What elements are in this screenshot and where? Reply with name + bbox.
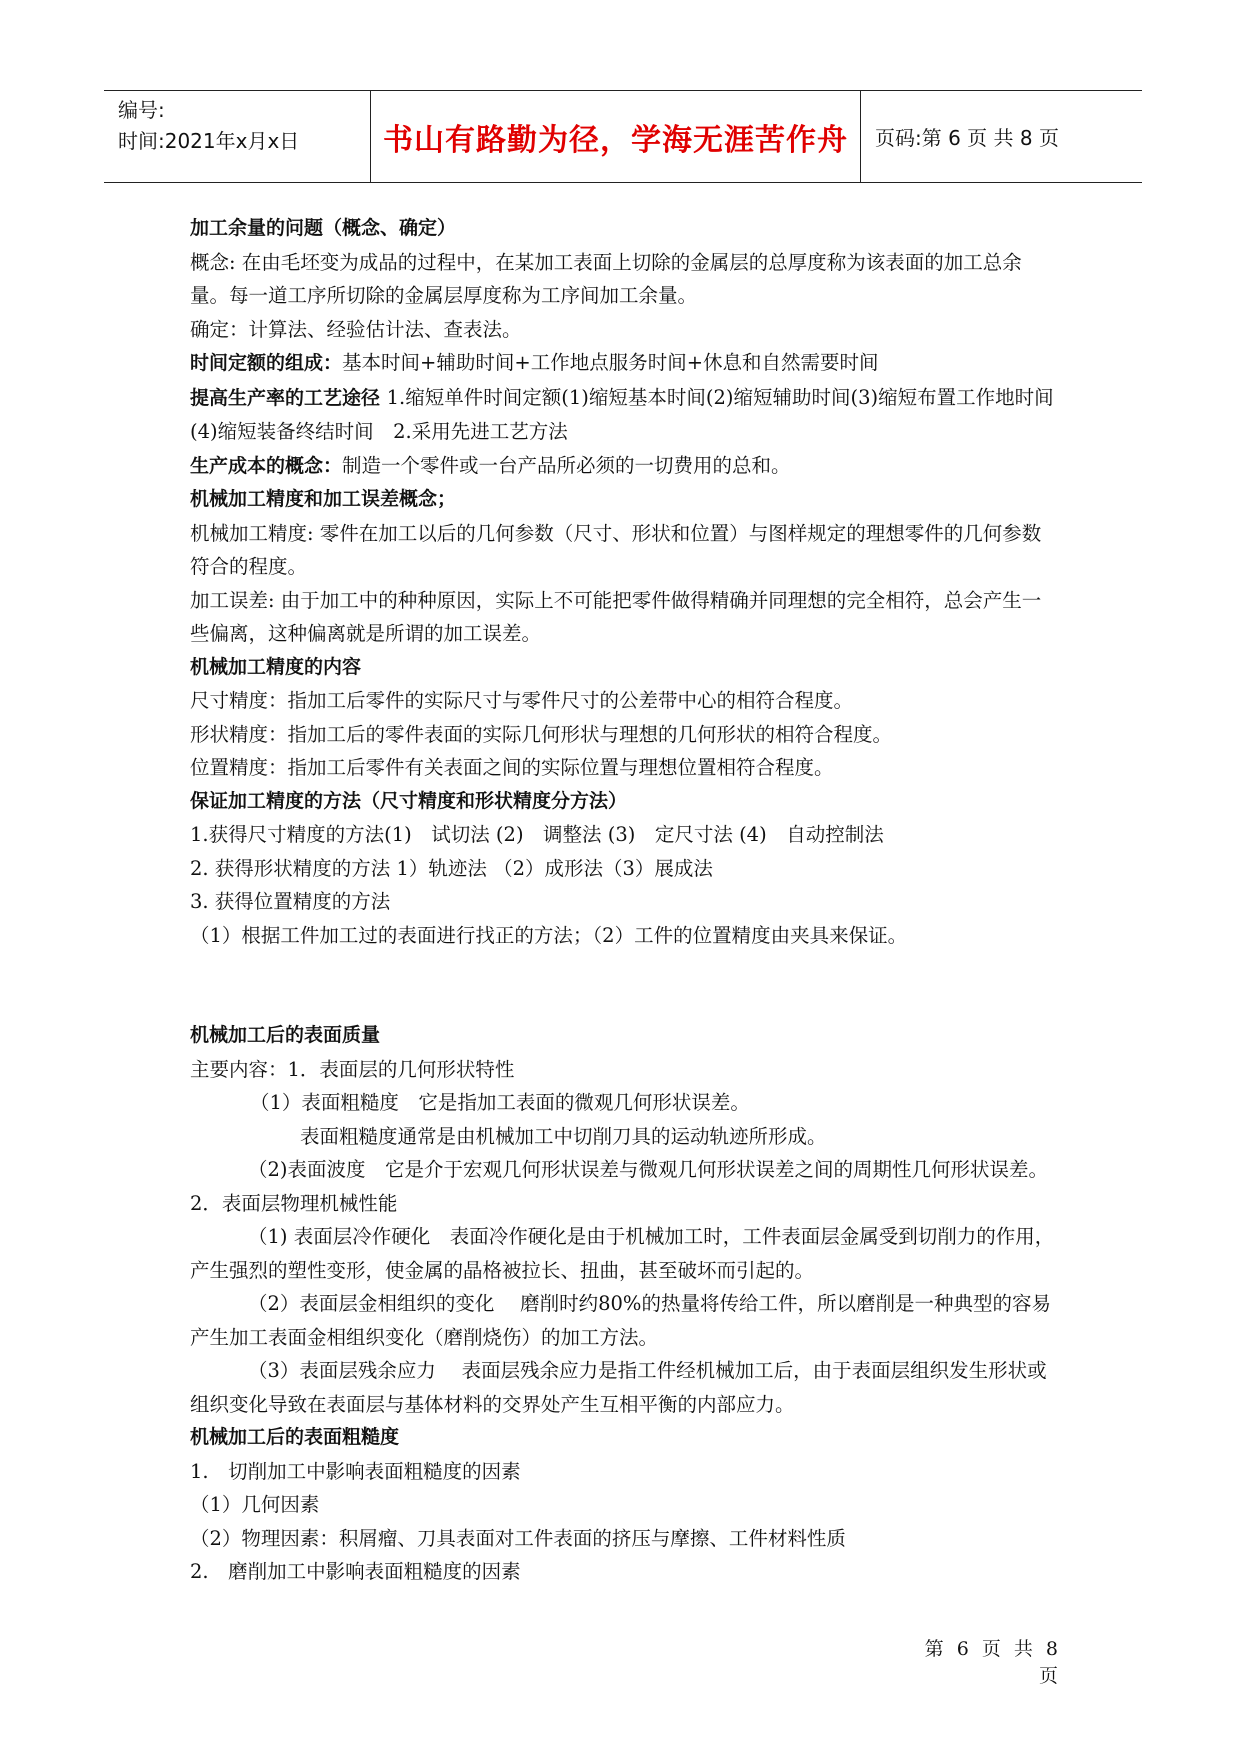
section-heading: 加工余量的问题（概念、确定） — [190, 217, 457, 239]
paragraph: 确定：计算法、经验估计法、查表法。 — [190, 317, 522, 341]
paragraph: （1）几何因素 — [190, 1493, 320, 1516]
paragraph: 2. 获得形状精度的方法 1）轨迹法 （2）成形法（3）展成法 — [190, 856, 713, 880]
paragraph: 表面粗糙度通常是由机械加工中切削刀具的运动轨迹所形成。 — [300, 1124, 827, 1148]
paragraph: 形状精度：指加工后的零件表面的实际几何形状与理想的几何形状的相符合程度。 — [190, 722, 893, 746]
paragraph: （1）表面粗糙度 它是指加工表面的微观几何形状误差。 — [250, 1091, 750, 1114]
paragraph — [190, 346, 1060, 381]
paragraph: 主要内容：1．表面层的几何形状特性 — [190, 1057, 515, 1081]
header-page-cell — [861, 91, 1142, 182]
section-heading: 机械加工精度的内容 — [190, 655, 362, 678]
section-heading: 机械加工后的表面粗糙度 — [190, 1426, 400, 1448]
section-heading: 机械加工精度和加工误差概念； — [190, 488, 457, 510]
paragraph: 2. 磨削加工中影响表面粗糙度的因素 — [190, 1560, 521, 1583]
paragraph: 概念: 在由毛坯变为成品的过程中，在某加工表面上切除的金属层的总厚度称为该表面的加工总余量。每一道工序所切除的金属层厚度称为工序间加工余量。 — [190, 250, 1022, 307]
paragraph: （2)表面波度 它是介于宏观几何形状误差与微观几何形状误差之间的周期性几何形状误差。 — [248, 1158, 1049, 1181]
paragraph — [190, 381, 1060, 449]
inline-text: 1.缩短单件时间定额(1)缩短基本时间(2)缩短辅助时间(3)缩短布置工作地时间(4)缩短装备终结时间 2.采用先进工艺方法 — [190, 385, 1054, 443]
paragraph: 1. 切削加工中影响表面粗糙度的因素 — [190, 1459, 521, 1483]
header-motto-cell — [370, 91, 861, 182]
paragraph: 位置精度：指加工后零件有关表面之间的实际位置与理想位置相符合程度。 — [190, 756, 834, 779]
document-body — [190, 212, 1060, 1589]
page-header — [104, 90, 1142, 183]
paragraph: （1) 表面层冷作硬化 表面冷作硬化是由于机械加工时，工件表面层金属受到切削力的作用，产生强烈的塑性变形，使金属的晶格被拉长、扭曲，甚至破坏而引起的。 — [190, 1225, 1055, 1282]
spacer — [190, 952, 1060, 1019]
paragraph: 加工误差: 由于加工中的种种原因，实际上不可能把零件做得精确并同理想的完全相符，总会产生一些偏离，这种偏离就是所谓的加工误差。 — [190, 588, 1042, 645]
document-number-label: 编号: — [118, 98, 165, 122]
document-time-label: 时间:2021年x月x日 — [118, 129, 300, 153]
inline-heading: 时间定额的组成： — [190, 352, 343, 374]
inline-heading: 提高生产率的工艺途径 — [190, 386, 387, 409]
paragraph: 1.获得尺寸精度的方法(1) 试切法 (2) 调整法 (3) 定尺寸法 (4) 自动控制法 — [190, 823, 884, 846]
paragraph — [190, 449, 1060, 484]
paragraph: （2）物理因素：积屑瘤、刀具表面对工件表面的挤压与摩擦、工件材料性质 — [190, 1526, 846, 1550]
section-heading: 机械加工后的表面质量 — [190, 1024, 381, 1046]
page-footer: 第 6 页 共 8 页 — [924, 1638, 1060, 1687]
inline-heading: 生产成本的概念： — [190, 454, 343, 477]
header-page-label: 页码:第 6 页 共 8 页 — [875, 126, 1059, 150]
paragraph: （1）根据工件加工过的表面进行找正的方法；（2）工件的位置精度由夹具来保证。 — [190, 923, 908, 947]
paragraph: 3. 获得位置精度的方法 — [190, 890, 391, 913]
paragraph: （2）表面层金相组织的变化 磨削时约80%的热量将传给工件，所以磨削是一种典型的容易产生加工表面金相组织变化（磨削烧伤）的加工方法。 — [190, 1292, 1051, 1349]
header-left-cell — [104, 91, 370, 182]
inline-text: 基本时间+辅助时间+工作地点服务时间+休息和自然需要时间 — [342, 351, 879, 374]
section-heading: 保证加工精度的方法（尺寸精度和形状精度分方法） — [190, 789, 628, 812]
inline-text: 制造一个零件或一台产品所必须的一切费用的总和。 — [342, 453, 791, 477]
paragraph: 尺寸精度：指加工后零件的实际尺寸与零件尺寸的公差带中心的相符合程度。 — [190, 689, 854, 712]
paragraph: （3）表面层残余应力 表面层残余应力是指工件经机械加工后，由于表面层组织发生形状或组织变化导致在表面层与基体材料的交界处产生互相平衡的内部应力。 — [190, 1359, 1047, 1416]
header-motto: 书山有路勤为径，学海无涯苦作舟 — [383, 122, 848, 158]
paragraph: 机械加工精度: 零件在加工以后的几何参数（尺寸、形状和位置）与图样规定的理想零件的几何参数符合的程度。 — [190, 521, 1042, 578]
paragraph: 2．表面层物理机械性能 — [190, 1191, 398, 1215]
